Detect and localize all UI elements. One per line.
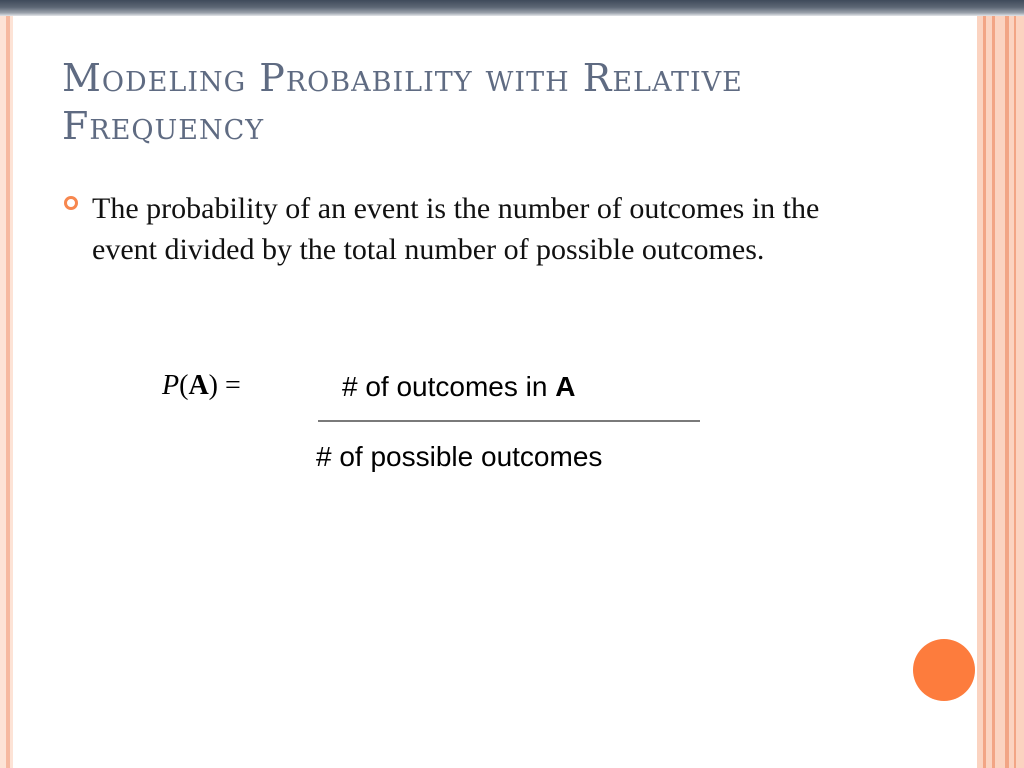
right-border-line xyxy=(1014,16,1016,768)
left-border-line xyxy=(6,16,10,768)
formula-denominator: # of possible outcomes xyxy=(316,441,603,472)
right-border-line xyxy=(983,16,986,768)
formula-p: P xyxy=(162,370,180,401)
formula-close-equals: ) = xyxy=(208,370,241,401)
numerator-text: # of outcomes in xyxy=(342,371,556,402)
bullet-text: The probability of an event is the number of outcomes in the event divided by the total number of possible outcomes. xyxy=(92,192,820,266)
right-border-line xyxy=(1005,16,1009,768)
numerator-var: A xyxy=(555,371,576,402)
formula-numerator xyxy=(342,370,575,404)
formula-open-paren: ( xyxy=(179,370,189,401)
orange-circle-decoration xyxy=(913,639,975,701)
fraction-bar xyxy=(318,420,700,422)
slide-title: Modeling Probability with Relative Frequency xyxy=(62,56,743,148)
bullet-icon xyxy=(64,196,78,210)
formula-lhs xyxy=(162,368,241,404)
right-border-line xyxy=(992,16,995,768)
formula-event-a: A xyxy=(188,370,209,401)
top-gradient-bar xyxy=(0,0,1024,16)
